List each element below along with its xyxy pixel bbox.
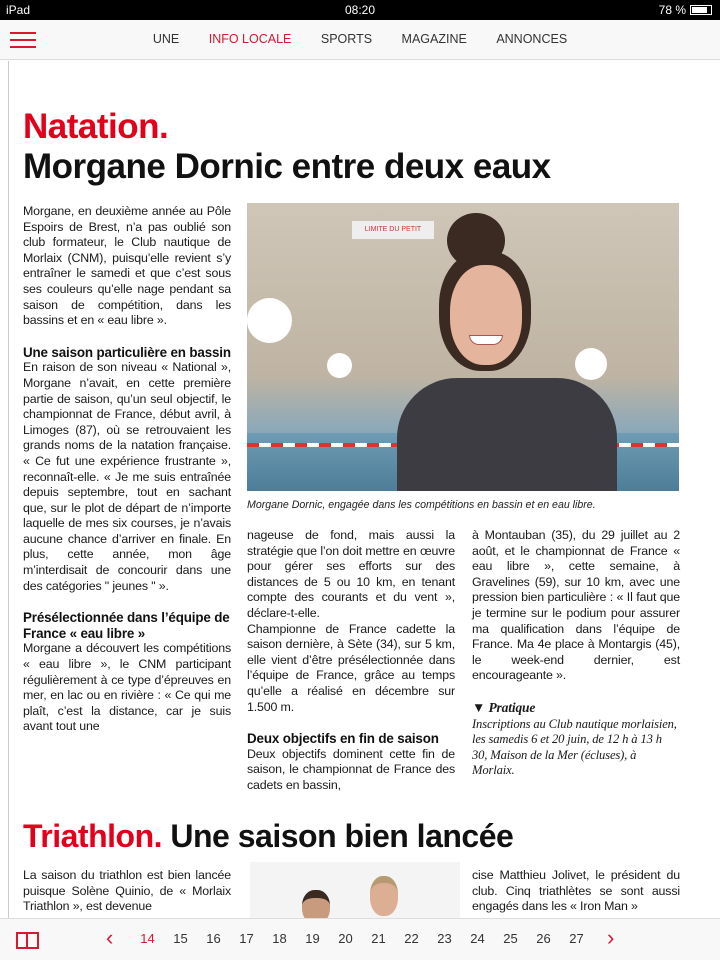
- battery-percent: 78 %: [658, 3, 686, 17]
- page-list: [131, 931, 593, 946]
- chevron-right-icon[interactable]: ›: [607, 925, 615, 950]
- page-18[interactable]: 18: [272, 931, 287, 946]
- paragraph: Morgane a découvert les compétitions « eau libre », le CNM participant régulièrement à ce type d’épreuves en mer, en lac ou en rivière : « Ce qui me plaît, c’est la distance, car je suis avant tout une: [23, 641, 231, 734]
- double-page-icon[interactable]: [16, 932, 39, 949]
- paragraph: à Montauban (35), du 29 juillet au 2 août, et le championnat de France « eau libre », cette semaine, à Gravelines (59), sur 10 km, avec une pression bien particulière : « Il faut que je termine sur le podium pour assurer ma qualification dans l’équipe de France. Ma 4e place à Montargis (45), le week-end dernier, est encourageante ».: [472, 528, 680, 683]
- clock: 08:20: [344, 3, 376, 17]
- page-navigator: [0, 918, 720, 960]
- page-16[interactable]: 16: [206, 931, 221, 946]
- article2-column-1: [23, 868, 231, 918]
- page-19[interactable]: 19: [305, 931, 320, 946]
- tab-info-locale[interactable]: INFO LOCALE: [208, 32, 292, 46]
- page-14[interactable]: 14: [140, 931, 155, 946]
- article-kicker: Natation.: [23, 107, 169, 146]
- subheading: Deux objectifs en fin de saison: [247, 731, 439, 747]
- article-photo: [247, 203, 679, 491]
- page-17[interactable]: 17: [239, 931, 254, 946]
- article-column-2: [247, 528, 455, 794]
- paragraph: En raison de son niveau « National », Morgane n’avait, en cette première partie de saison, qu’un seul objectif, le championnat de France, début avril, à Limoges (87), où se retrouvaient les grands noms de la natation française. « Ce fut une expérience frustrante », reconnaît-elle. « Je me suis entraînée depuis septembre, tout en sachant que, sur le plot de départ de n’importe laquelle de mes six courses, je n’avais aucune chance d’arriver en finale. En plus, cette année, mon âge m’interdisait de concourir dans une des catégories " jeunes " ».: [23, 360, 231, 593]
- tab-annonces[interactable]: ANNONCES: [496, 32, 568, 46]
- page-22[interactable]: 22: [404, 931, 419, 946]
- article-column-1: [23, 204, 231, 735]
- page-27[interactable]: 27: [569, 931, 584, 946]
- article-title: Morgane Dornic entre deux eaux: [23, 147, 551, 186]
- page-20[interactable]: 20: [338, 931, 353, 946]
- paragraph: cise Matthieu Jolivet, le président du club. Cinq triathlètes se sont aussi engagés dans les « Iron Man »: [472, 868, 680, 914]
- paragraph: Morgane, en deuxième année au Pôle Espoirs de Brest, n’a pas oublié son club formateur, le Club nautique de Morlaix (CNM), puisqu’elle revient s’y entraîner le samedi et que c’est sous ses couleurs qu’elle nage pendant sa saison de compétition, dans les bassins et en « eau libre ».: [23, 204, 231, 328]
- article2-heading: [23, 816, 513, 856]
- paragraph: nageuse de fond, mais aussi la stratégie que l’on doit mettre en œuvre pour gérer ses efforts sur des distances de 5 ou 10 km, en tenant compte des courants et du vent », déclare-t-elle.: [247, 528, 455, 620]
- page-15[interactable]: 15: [173, 931, 188, 946]
- battery-indicator: [659, 3, 712, 17]
- battery-icon: [690, 5, 712, 15]
- article-column-3: [472, 528, 680, 779]
- pratique-title: [472, 700, 535, 715]
- chevron-left-icon[interactable]: ‹: [106, 925, 114, 950]
- page-21[interactable]: 21: [371, 931, 386, 946]
- page-23[interactable]: 23: [437, 931, 452, 946]
- top-nav: [0, 20, 720, 60]
- page-25[interactable]: 25: [503, 931, 518, 946]
- subheading: Présélectionnée dans l’équipe de France « eau libre »: [23, 610, 230, 641]
- paragraph: La saison du triathlon est bien lancée puisque Solène Quinio, de « Morlaix Triathlon », est devenue: [23, 868, 231, 914]
- page-24[interactable]: 24: [470, 931, 485, 946]
- article2-photo: [250, 862, 460, 918]
- pratique-text: Inscriptions au Club nautique morlaisien, les samedis 6 et 20 juin, de 12 h à 13 h 30, Maison de la Mer (écluses), à Morlaix.: [472, 716, 677, 778]
- triangle-down-icon: ▼: [472, 699, 486, 715]
- tab-sports[interactable]: SPORTS: [320, 32, 373, 46]
- pratique-box: [472, 700, 680, 779]
- article2-column-3: [472, 868, 680, 918]
- article2-title: Une saison bien lancée: [170, 818, 514, 854]
- status-bar: [0, 0, 720, 20]
- tab-une[interactable]: UNE: [152, 32, 180, 46]
- subheading: Une saison particulière en bassin: [23, 344, 231, 360]
- photo-sign: LIMITE DU PETIT: [352, 221, 434, 239]
- device-label: iPad: [6, 3, 31, 17]
- pratique-label: Pratique: [488, 699, 536, 715]
- tab-magazine[interactable]: MAGAZINE: [401, 32, 467, 46]
- paragraph: Championne de France cadette la saison dernière, à Sète (34), sur 5 km, elle vient d’être présélectionnée dans l’équipe de France, grâce au temps qu’elle a réalisé en décembre sur 1.500 m.: [247, 621, 455, 714]
- paragraph: Deux objectifs dominent cette fin de saison, le championnat de France des cadets en bassin,: [247, 746, 455, 792]
- photo-caption: Morgane Dornic, engagée dans les compétitions en bassin et en eau libre.: [247, 499, 596, 511]
- section-tabs: [0, 32, 720, 46]
- page-26[interactable]: 26: [536, 931, 551, 946]
- article2-kicker: Triathlon.: [23, 818, 162, 854]
